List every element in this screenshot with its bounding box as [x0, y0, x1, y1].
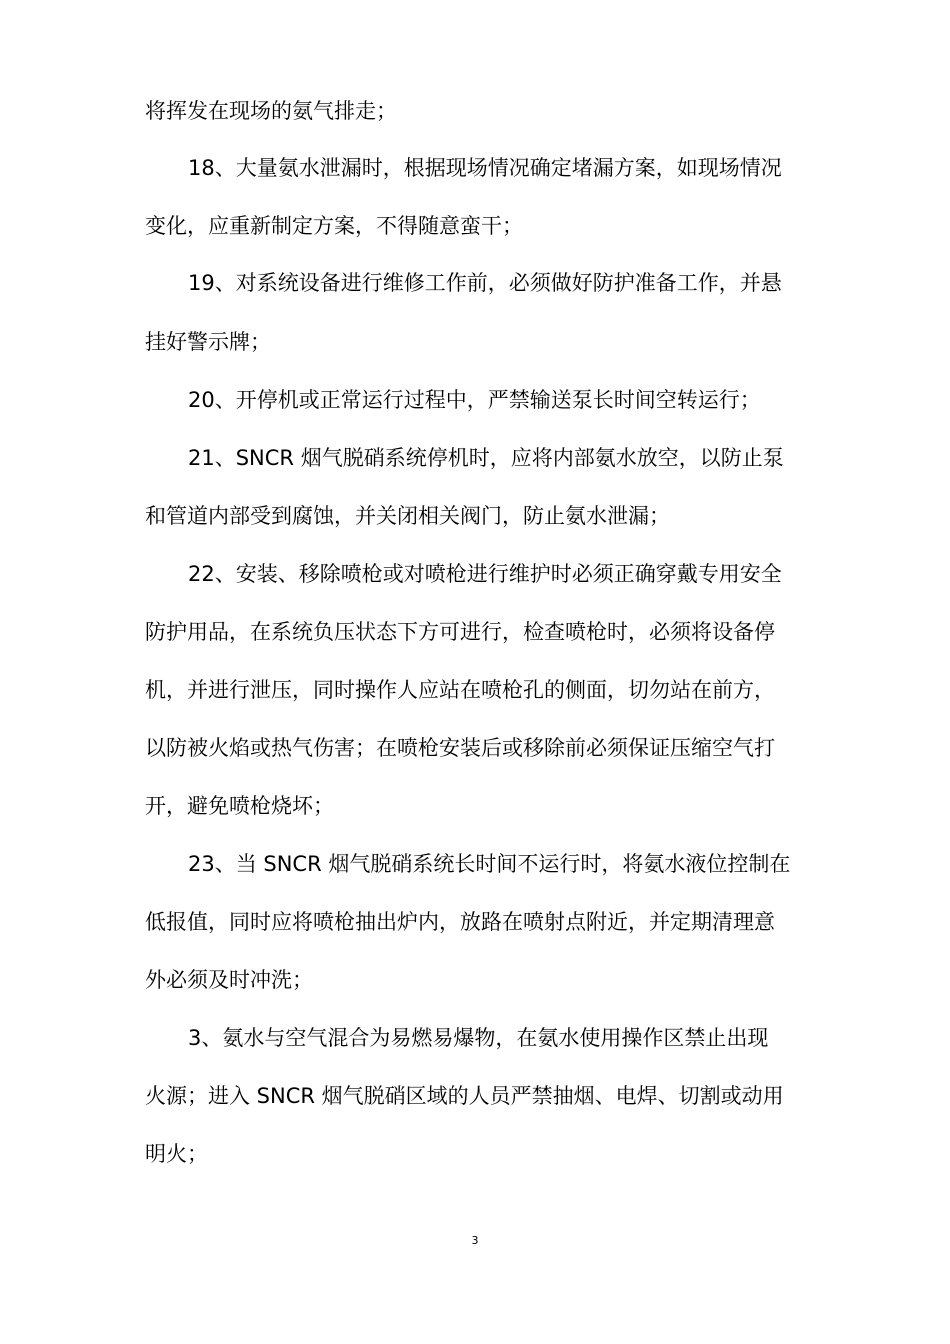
text-line: 23、当 SNCR 烟气脱硝系统长时间不运行时，将氨水液位控制在 [188, 852, 791, 876]
text-line: 将挥发在现场的氨气排走； [145, 99, 397, 123]
text-line: 18、大量氨水泄漏时，根据现场情况确定堵漏方案，如现场情况 [188, 156, 782, 180]
text-line: 变化，应重新制定方案，不得随意蛮干； [145, 214, 523, 238]
text-line: 21、SNCR 烟气脱硝系统停机时，应将内部氨水放空，以防止泵 [188, 446, 784, 470]
page-number: 3 [471, 1234, 479, 1247]
text-line: 22、安装、移除喷枪或对喷枪进行维护时必须正确穿戴专用安全 [188, 562, 782, 586]
text-line: 挂好警示牌； [145, 330, 271, 354]
text-line: 明火； [145, 1142, 208, 1166]
text-line: 和管道内部受到腐蚀，并关闭相关阀门，防止氨水泄漏； [145, 504, 670, 528]
text-line: 低报值，同时应将喷枪抽出炉内，放路在喷射点附近，并定期清理意 [145, 910, 775, 934]
text-line: 20、开停机或正常运行过程中，严禁输送泵长时间空转运行； [188, 388, 761, 412]
text-line: 外必须及时冲洗； [145, 968, 313, 992]
text-line: 火源；进入 SNCR 烟气脱硝区域的人员严禁抽烟、电焊、切割或动用 [145, 1084, 784, 1108]
text-line: 3、氨水与空气混合为易燃易爆物，在氨水使用操作区禁止出现 [188, 1026, 769, 1050]
text-line: 开，避免喷枪烧坏； [145, 794, 334, 818]
text-line: 防护用品，在系统负压状态下方可进行，检查喷枪时，必须将设备停 [145, 620, 775, 644]
text-line: 机，并进行泄压，同时操作人应站在喷枪孔的侧面，切勿站在前方， [145, 678, 775, 702]
text-line: 以防被火焰或热气伤害；在喷枪安装后或移除前必须保证压缩空气打 [145, 736, 775, 760]
text-line: 19、对系统设备进行维修工作前，必须做好防护准备工作，并悬 [188, 271, 782, 295]
